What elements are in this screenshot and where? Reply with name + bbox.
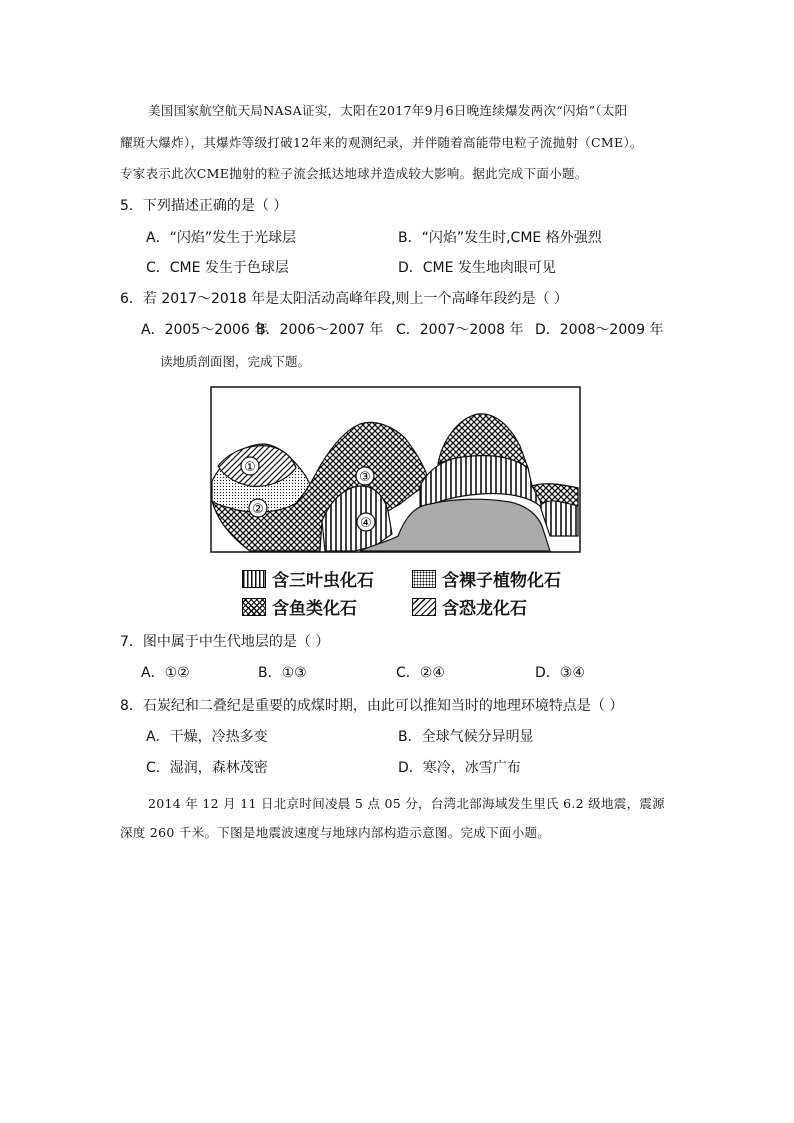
cross-section-svg (210, 386, 582, 554)
fish-swatch (242, 598, 266, 616)
passage-1-line-2: 耀斑大爆炸），其爆炸等级打破12年来的观测纪录，并伴随着高能带电粒子流抛射（CME）。 (120, 135, 643, 150)
label-4: ④ (360, 516, 372, 531)
question-8-option-d[interactable]: D．寒冷，冰雪广布 (398, 760, 521, 776)
question-5-stem: 5．下列描述正确的是（ ） (120, 198, 288, 214)
figure-intro: 读地质剖面图，完成下题。 (160, 354, 311, 369)
label-1: ① (244, 460, 256, 475)
legend-gymnosperm-label: 含裸子植物化石 (442, 571, 561, 591)
legend-dinosaur-label: 含恐龙化石 (442, 599, 527, 619)
passage-1-line-3: 专家表示此次CME抛射的粒子流会抵达地球并造成较大影响。据此完成下面小题。 (120, 166, 588, 181)
passage-3-line-1: 2014 年 12 月 11 日北京时间凌晨 5 点 05 分，台湾北部海域发生里氏 6.2 级地震，震源 (148, 796, 665, 811)
legend-gymnosperm (412, 566, 561, 591)
question-5-option-d[interactable]: D．CME 发生地肉眼可见 (398, 260, 556, 276)
question-6-option-c[interactable]: C．2007～2008 年 (396, 322, 524, 338)
question-7-option-a[interactable]: A．①② (141, 665, 190, 681)
question-5-option-c[interactable]: C．CME 发生于色球层 (146, 260, 289, 276)
question-5-option-a[interactable]: A．“闪焰”发生于光球层 (146, 230, 297, 246)
question-7-option-c[interactable]: C．②④ (396, 665, 445, 681)
geologic-cross-section (210, 386, 582, 558)
question-6-option-b[interactable]: B．2006～2007 年 (256, 322, 384, 338)
legend-fish (242, 594, 357, 619)
legend-trilobite (242, 566, 374, 591)
question-7-option-d[interactable]: D．③④ (535, 665, 585, 681)
label-3: ③ (359, 470, 371, 485)
question-6-option-a[interactable]: A．2005～2006 年 (141, 322, 269, 338)
question-8-stem: 8．石炭纪和二叠纪是重要的成煤时期，由此可以推知当时的地理环境特点是（ ） (120, 698, 624, 714)
question-5-option-b[interactable]: B．“闪焰”发生时,CME 格外强烈 (398, 230, 602, 246)
passage-1-line-1: 美国国家航空航天局NASA证实，太阳在2017年9月6日晚连续爆发两次“闪焰”（太阳 (148, 103, 628, 118)
question-8-option-b[interactable]: B．全球气候分异明显 (398, 729, 534, 745)
dinosaur-swatch (412, 598, 436, 616)
passage-3-line-2: 深度 260 千米。下图是地震波速度与地球内部构造示意图。完成下面小题。 (120, 825, 551, 840)
legend-trilobite-label: 含三叶虫化石 (272, 571, 374, 591)
legend-fish-label: 含鱼类化石 (272, 599, 357, 619)
question-6-option-d[interactable]: D．2008～2009 年 (535, 322, 664, 338)
label-2: ② (252, 502, 264, 517)
legend-dinosaur (412, 594, 527, 619)
gymnosperm-swatch (412, 570, 436, 588)
question-7-stem: 7．图中属于中生代地层的是（ ） (120, 634, 330, 650)
question-7-option-b[interactable]: B．①③ (258, 665, 307, 681)
question-8-option-c[interactable]: C．湿润，森林茂密 (146, 760, 268, 776)
question-6-stem: 6．若 2017～2018 年是太阳活动高峰年段,则上一个高峰年段约是（ ） (120, 291, 568, 307)
trilobite-swatch (242, 570, 266, 588)
question-8-option-a[interactable]: A．干燥，冷热多变 (146, 729, 268, 745)
